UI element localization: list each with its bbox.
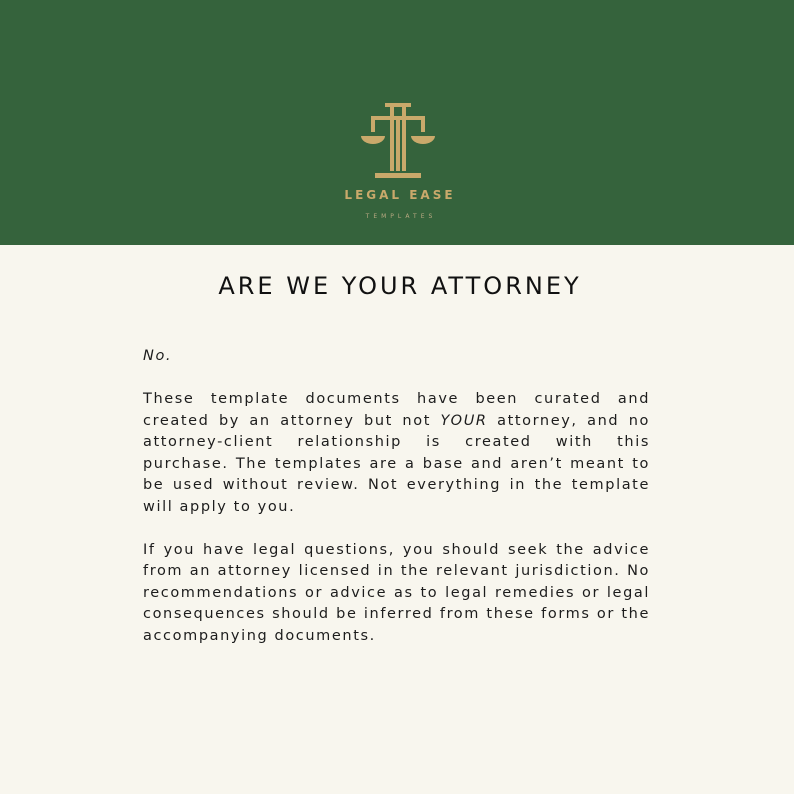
disclaimer-paragraph-2: If you have legal questions, you should seek the advice from an attorney licensed in the relevant jurisdiction. No recommendations or advice as to legal remedies or legal consequences should be inferred from these forms or the accompanying documents. xyxy=(143,541,650,644)
paragraph-1-start: These template documents have been curated and created by an attorney but not xyxy=(143,391,650,429)
body-content xyxy=(143,346,650,647)
scales-of-justice-icon xyxy=(361,103,435,181)
page-title: ARE WE YOUR ATTORNEY xyxy=(218,272,582,300)
answer-text: No. xyxy=(143,348,173,364)
paragraph-1-emphasis: YOUR xyxy=(440,412,488,429)
header-banner xyxy=(0,0,794,245)
brand-name: LEGAL EASE xyxy=(344,188,456,202)
disclaimer-paragraph-1 xyxy=(143,389,650,518)
paragraph-1-end: attorney, and no attorney-client relationship is created with this purchase. The templates are a base and aren’t meant to be used without review. Not everything in the template will apply to you. xyxy=(143,412,650,515)
brand-tagline: TEMPLATES xyxy=(365,213,437,220)
